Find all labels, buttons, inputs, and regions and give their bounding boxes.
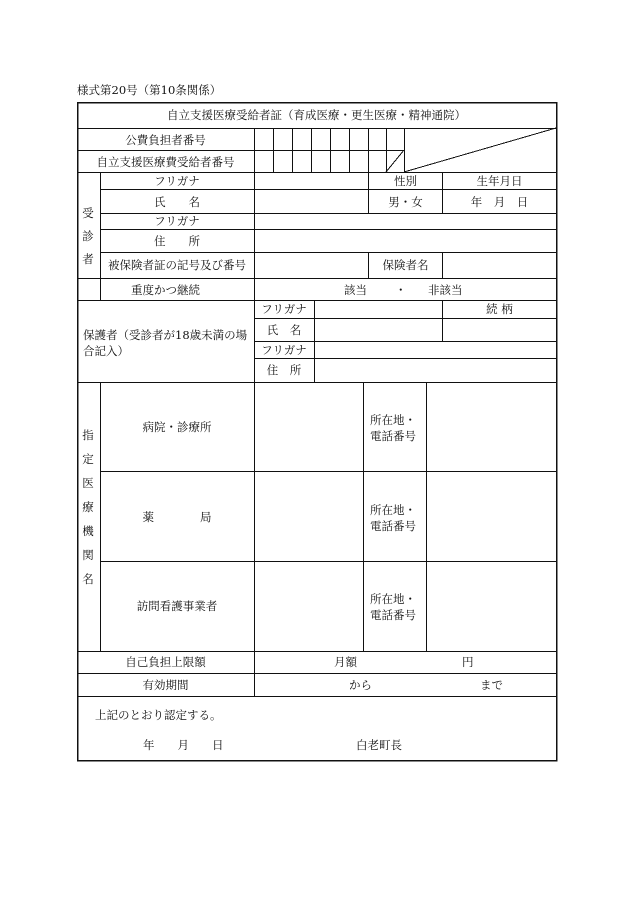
guardian-name-label: 氏 名 xyxy=(266,323,302,337)
sex-label: 性別 xyxy=(394,174,417,188)
form-number: 様式第20号（第10条関係） xyxy=(77,83,222,97)
patient-name-label: 氏 名 xyxy=(154,195,200,209)
form-title: 自立支援医療受給者証（育成医療・更生医療・精神通院） xyxy=(167,108,466,122)
issuer-name: 白老町長 xyxy=(356,738,402,752)
recipient-number-label: 自立支援医療費受給者番号 xyxy=(96,155,235,169)
guardian-furigana-label: フリガナ xyxy=(261,302,307,316)
severe-separator: ・ xyxy=(395,283,407,297)
copay-label: 自己負担上限額 xyxy=(125,655,206,669)
guardian-address-label: 住 所 xyxy=(266,363,302,377)
copay-yen: 円 xyxy=(462,655,474,669)
hospital-label: 病院・診療所 xyxy=(142,420,212,434)
severe-option-yes: 該当 xyxy=(344,283,367,297)
hospital-location-label: 所在地・ 電話番号 xyxy=(370,413,416,443)
patient-furigana2-label: フリガナ xyxy=(154,214,200,228)
guardian-relation-label: 続 柄 xyxy=(486,302,513,316)
validity-label: 有効期間 xyxy=(142,678,189,692)
patient-section-label: 受 診 者 xyxy=(82,206,94,266)
copay-monthly: 月額 xyxy=(334,655,357,669)
sex-value: 男・女 xyxy=(388,195,423,209)
validity-until: まで xyxy=(480,678,503,692)
severe-continuous-label: 重度かつ継続 xyxy=(131,283,200,297)
certification-date: 年 月 日 xyxy=(143,738,224,752)
nursing-label: 訪問看護事業者 xyxy=(136,599,218,613)
dob-value: 年 月 日 xyxy=(470,195,529,209)
dob-label: 生年月日 xyxy=(476,174,523,188)
guardian-furigana2-label: フリガナ xyxy=(261,343,307,357)
severe-option-no: 非該当 xyxy=(428,283,463,297)
insurance-number-label: 被保険者証の記号及び番号 xyxy=(108,258,246,272)
pharmacy-location-label: 所在地・ 電話番号 xyxy=(370,503,416,533)
certification-statement: 上記のとおり認定する。 xyxy=(95,708,222,722)
payer-number-label: 公費負担者番号 xyxy=(125,133,206,147)
patient-address-label: 住 所 xyxy=(154,234,200,248)
pharmacy-label: 薬 局 xyxy=(142,510,212,524)
patient-furigana-label: フリガナ xyxy=(154,174,200,188)
validity-from: から xyxy=(349,678,372,692)
institution-section-label: 指 定 医 療 機 関 名 xyxy=(82,428,94,586)
nursing-location-label: 所在地・ 電話番号 xyxy=(370,592,416,622)
guardian-label: 保護者（受診者が18歳未満の場合記入） xyxy=(83,328,248,358)
insurer-name-label: 保険者名 xyxy=(382,258,429,272)
